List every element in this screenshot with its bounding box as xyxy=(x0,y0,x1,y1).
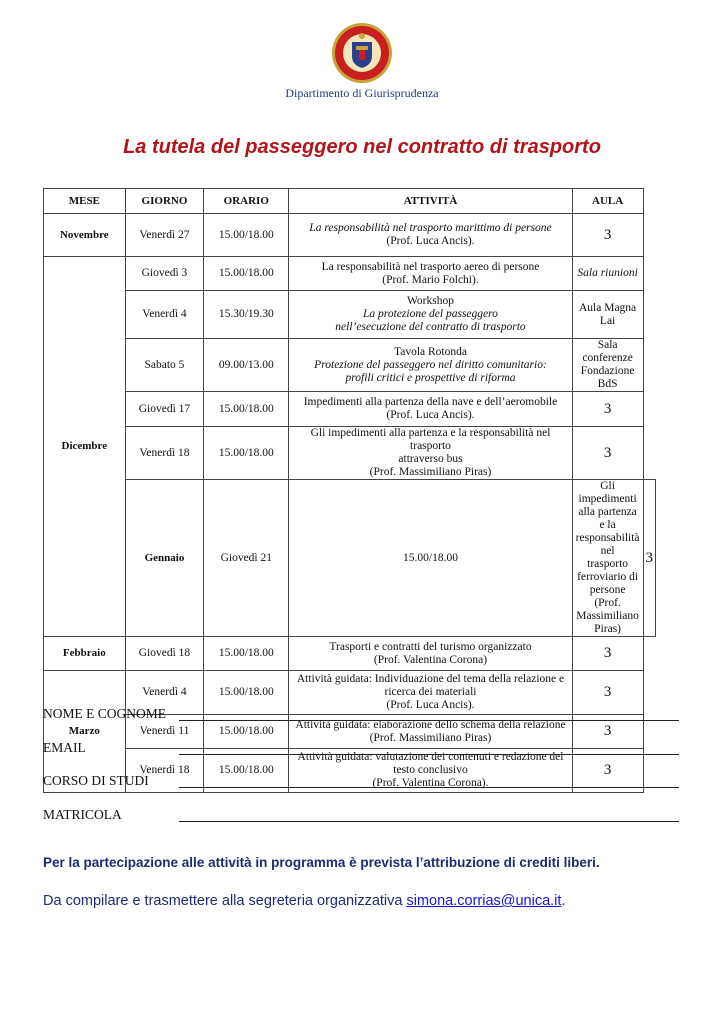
course-field-line[interactable] xyxy=(179,787,679,788)
activity-line: (Prof. Luca Ancis). xyxy=(386,409,475,421)
activity-line: ricerca dei materiali xyxy=(384,686,477,698)
room-line: Fondazione xyxy=(580,365,635,377)
page-title: La tutela del passeggero nel contratto di trasporto xyxy=(123,136,601,158)
table-row xyxy=(44,339,656,392)
activity-line: profili critici e prospettive di riforma xyxy=(345,371,516,384)
room-cell xyxy=(572,339,643,392)
table-row xyxy=(44,480,656,637)
activity-line: Attività guidata: valutazione dei contenuti e redazione del xyxy=(297,751,564,763)
table-row xyxy=(44,392,656,427)
header-mese: MESE xyxy=(44,189,126,214)
student-id-field-line[interactable] xyxy=(179,821,679,822)
time-cell: 15.00/18.00 xyxy=(204,715,289,749)
time-cell: 09.00/13.00 xyxy=(204,339,289,392)
table-row xyxy=(44,637,656,671)
student-id-field-label: MATRICOLA xyxy=(43,806,122,822)
day-cell: Venerdì 18 xyxy=(125,749,204,793)
name-field[interactable] xyxy=(43,706,679,740)
room-line: Lai xyxy=(599,314,616,327)
activity-line: Impedimenti alla partenza della nave e dell’aeromobile xyxy=(303,396,558,408)
time-cell: 15.00/18.00 xyxy=(204,427,289,480)
header-attivita: ATTIVITÀ xyxy=(289,189,572,214)
activity-line: La responsabilità nel trasporto marittimo di persone xyxy=(309,222,552,234)
activity-line: (Prof. Mario Folchi). xyxy=(382,273,479,286)
activity-line: Attività guidata: Individuazione del tema della relazione e xyxy=(296,673,565,685)
activity-line: Tavola Rotonda xyxy=(394,345,467,358)
table-row xyxy=(44,427,656,480)
month-cell: Febbraio xyxy=(44,637,126,671)
room-cell: 3 xyxy=(572,749,643,793)
month-cell: Novembre xyxy=(44,214,126,257)
day-cell: Sabato 5 xyxy=(125,339,204,392)
table-row xyxy=(44,291,656,339)
time-cell: 15.00/18.00 xyxy=(204,637,289,671)
name-field-label: NOME E COGNOME xyxy=(43,706,166,721)
credits-note: Per la partecipazione alle attività in programma è prevista l’attribuzione di crediti liberi. xyxy=(43,855,600,870)
day-cell: Venerdì 11 xyxy=(125,715,204,749)
month-cell: Marzo xyxy=(44,671,126,793)
activity-line: Gli impedimenti alla partenza e la responsabilità nel trasporto xyxy=(310,427,551,452)
room-line: Sala conferenze xyxy=(582,339,633,364)
day-cell: Giovedì 17 xyxy=(125,392,204,427)
activity-line: (Prof. Luca Ancis). xyxy=(386,235,475,247)
activity-cell xyxy=(289,291,572,339)
table-row xyxy=(44,214,656,257)
day-cell: Giovedì 18 xyxy=(125,637,204,671)
table-header-row xyxy=(44,189,656,214)
header-orario: ORARIO xyxy=(204,189,289,214)
room-cell: 3 xyxy=(572,637,643,671)
activity-cell xyxy=(289,427,572,480)
course-field[interactable] xyxy=(43,773,679,807)
activity-cell xyxy=(289,392,572,427)
university-seal-icon xyxy=(331,22,393,84)
room-cell: 3 xyxy=(572,715,643,749)
activity-line: attraverso bus xyxy=(398,453,463,465)
activity-cell xyxy=(289,214,572,257)
month-cell: Gennaio xyxy=(125,480,204,637)
room-line: BdS xyxy=(597,378,618,390)
month-cell: Dicembre xyxy=(44,257,126,637)
day-cell: Venerdì 4 xyxy=(125,671,204,715)
room-cell xyxy=(572,291,643,339)
day-cell: Venerdì 27 xyxy=(125,214,204,257)
time-cell: 15.00/18.00 xyxy=(204,749,289,793)
activity-line: trasporto ferroviario di persone xyxy=(577,558,639,596)
activity-cell xyxy=(289,339,572,392)
activity-cell xyxy=(289,637,572,671)
name-field-line[interactable] xyxy=(179,720,679,721)
registration-form xyxy=(43,706,679,840)
activity-line: La responsabilità nel trasporto aereo di persone xyxy=(321,260,540,273)
page-header xyxy=(0,22,724,101)
room-cell: Sala riunioni xyxy=(572,257,643,291)
activity-line: testo conclusivo xyxy=(393,764,468,776)
time-cell: 15.00/18.00 xyxy=(204,392,289,427)
table-row xyxy=(44,257,656,291)
activity-cell xyxy=(289,257,572,291)
department-name: Dipartimento di Giurisprudenza xyxy=(285,86,439,100)
activity-line: La protezione del passeggero xyxy=(363,308,498,320)
activity-line: nell’esecuzione del contratto di trasporto xyxy=(335,321,526,333)
room-cell: 3 xyxy=(572,214,643,257)
activity-line: (Prof. Massimiliano Piras) xyxy=(576,597,639,635)
email-field[interactable] xyxy=(43,740,679,774)
submission-note-text: Da compilare e trasmettere alla segreteria organizzativa xyxy=(43,893,407,909)
room-cell: 3 xyxy=(572,671,643,715)
day-cell: Venerdì 4 xyxy=(125,291,204,339)
course-field-label: CORSO DI STUDI xyxy=(43,773,149,788)
room-line: Aula Magna xyxy=(579,301,637,314)
activity-line: (Prof. Massimiliano Piras) xyxy=(369,731,492,744)
header-aula: AULA xyxy=(572,189,643,214)
activity-line: Gli impedimenti alla partenza e la responsabilità nel xyxy=(575,480,640,557)
activity-line: (Prof. Massimiliano Piras) xyxy=(369,466,492,478)
email-link[interactable]: simona.corrias@unica.it xyxy=(406,893,562,909)
submission-note-end: . xyxy=(561,893,566,909)
time-cell: 15.00/18.00 xyxy=(289,480,572,637)
day-cell: Giovedì 3 xyxy=(125,257,204,291)
email-field-line[interactable] xyxy=(179,754,679,755)
time-cell: 15.00/18.00 xyxy=(204,257,289,291)
activity-line: (Prof. Valentina Corona). xyxy=(372,777,489,789)
email-field-label: EMAIL xyxy=(43,739,86,755)
time-cell: 15.00/18.00 xyxy=(204,671,289,715)
room-cell: 3 xyxy=(643,480,656,637)
submission-note xyxy=(43,893,565,909)
time-cell: 15.00/18.00 xyxy=(204,214,289,257)
activity-line: (Prof. Valentina Corona) xyxy=(373,653,488,666)
day-cell: Giovedì 21 xyxy=(204,480,289,637)
day-cell: Venerdì 18 xyxy=(125,427,204,480)
schedule-table xyxy=(43,188,656,793)
room-cell: 3 xyxy=(572,427,643,480)
activity-line: Attività guidata: elaborazione dello schema della relazione xyxy=(295,718,566,731)
activity-line: Workshop xyxy=(406,295,454,307)
student-id-field[interactable] xyxy=(43,807,679,841)
time-cell: 15.30/19.30 xyxy=(204,291,289,339)
activity-line: Protezione del passeggero nel diritto comunitario: xyxy=(314,358,547,371)
header-giorno: GIORNO xyxy=(125,189,204,214)
activity-cell xyxy=(572,480,643,637)
activity-line: (Prof. Luca Ancis). xyxy=(386,699,475,711)
activity-line: Trasporti e contratti del turismo organizzato xyxy=(329,640,532,653)
room-cell: 3 xyxy=(572,392,643,427)
